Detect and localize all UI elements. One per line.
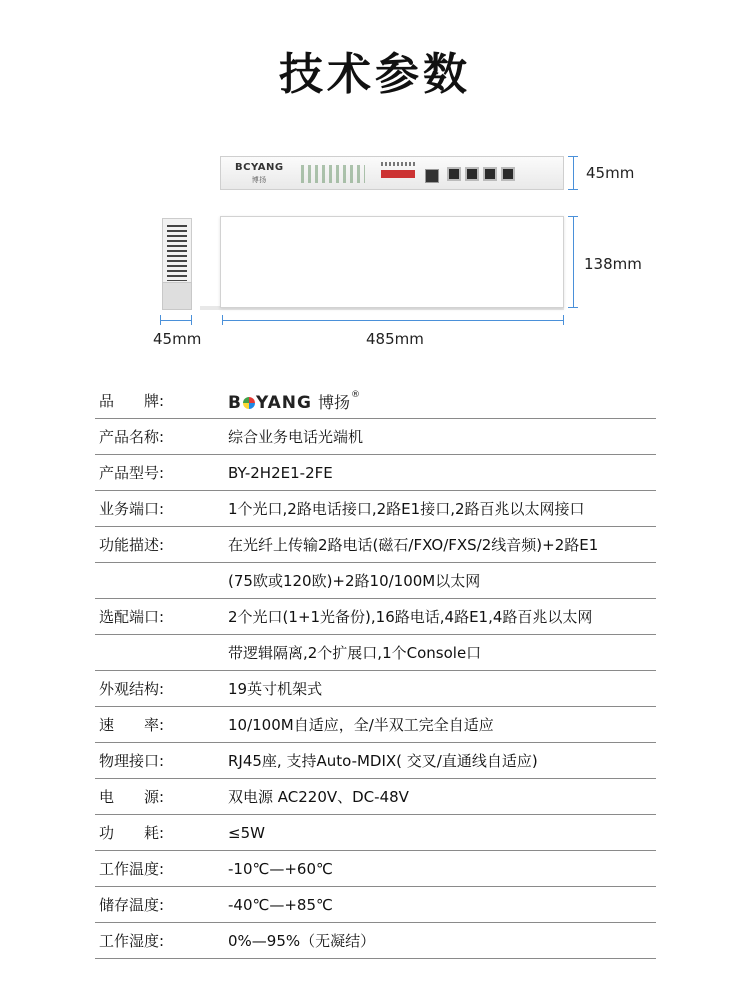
spec-value: (75欧或120欧)+2路10/100M以太网 [228,572,481,590]
rj45-port [465,167,479,181]
spec-value: 19英寸机架式 [228,680,323,698]
dim-line-side-width [160,320,192,321]
dim-tick [563,315,564,325]
spec-label: 工作湿度: [99,932,165,950]
spec-row [95,527,656,563]
spec-label: 功能描述: [99,536,165,554]
dim-tick [191,315,192,325]
spec-row [95,635,656,671]
dim-label-depth: 138mm [584,255,642,273]
device-front-view [220,156,564,190]
spec-label: 电 源: [99,788,165,806]
spec-label: 选配端口: [99,608,165,626]
rj45-port [501,167,515,181]
spec-value: 在光纤上传输2路电话(磁石/FXO/FXS/2线音频)+2路E1 [228,536,599,554]
spec-label: 产品名称: [99,428,165,446]
spec-row [95,851,656,887]
rj45-port [483,167,497,181]
page-title: 技术参数 [279,49,471,100]
spec-row [95,707,656,743]
optical-port [425,169,439,183]
spec-label: 速 率: [99,716,165,734]
dim-line-width [222,320,564,321]
spec-label: 储存温度: [99,896,165,914]
dip-switch-labels [381,162,415,166]
dim-label-width: 485mm [366,330,424,348]
spec-row [95,743,656,779]
spec-label: 品 牌: [99,392,165,410]
rj45-port [447,167,461,181]
spec-value: 1个光口,2路电话接口,2路E1接口,2路百兆以太网接口 [228,500,585,518]
dim-tick [568,216,578,217]
spec-label: 工作温度: [99,860,165,878]
dip-switch [381,170,415,178]
spec-row [95,419,656,455]
spec-row [95,779,656,815]
spec-value: -10℃—+60℃ [228,860,333,878]
brand-o-icon [243,397,255,409]
led-panel [301,165,365,183]
spec-row [95,671,656,707]
dim-tick [160,315,161,325]
spec-value: ≤5W [228,824,265,842]
spec-value: BY-2H2E1-2FE [228,464,333,482]
spec-row [95,563,656,599]
dim-tick [568,156,578,157]
spec-row [95,923,656,959]
spec-row [95,815,656,851]
spec-value: 10/100M自适应，全/半双工完全自适应 [228,716,494,734]
vent-grille [167,225,187,281]
spec-label: 产品型号: [99,464,165,482]
spec-value: RJ45座, 支持Auto-MDIX( 交叉/直通线自适应) [228,752,538,770]
spec-row [95,455,656,491]
dim-line-depth [573,216,574,308]
spec-label: 外观结构: [99,680,165,698]
dim-tick [222,315,223,325]
mounting-bracket [162,282,192,310]
spec-row [95,599,656,635]
spec-row [95,491,656,527]
dim-label-front-height: 45mm [586,164,635,182]
spec-label: 物理接口: [99,752,165,770]
dim-tick [568,307,578,308]
spec-value: 2个光口(1+1光备份),16路电话,4路E1,4路百兆以太网 [228,608,593,626]
spec-value: 综合业务电话光端机 [228,428,364,446]
spec-value: 带逻辑隔离,2个扩展口,1个Console口 [228,644,482,662]
device-logo: BCYANG 博扬 [235,162,284,184]
dim-label-side-width: 45mm [153,330,202,348]
dim-line-front-height [573,156,574,190]
spec-value: -40℃—+85℃ [228,896,333,914]
spec-row-brand [95,383,656,419]
dim-tick [568,189,578,190]
spec-value: 双电源 AC220V、DC-48V [228,788,409,806]
device-top-view [220,216,564,308]
spec-row [95,887,656,923]
spec-label: 业务端口: [99,500,165,518]
spec-label: 功 耗: [99,824,165,842]
spec-value: 0%—95%（无凝结） [228,932,376,950]
brand-logo: B YANG 博扬® [228,390,361,413]
